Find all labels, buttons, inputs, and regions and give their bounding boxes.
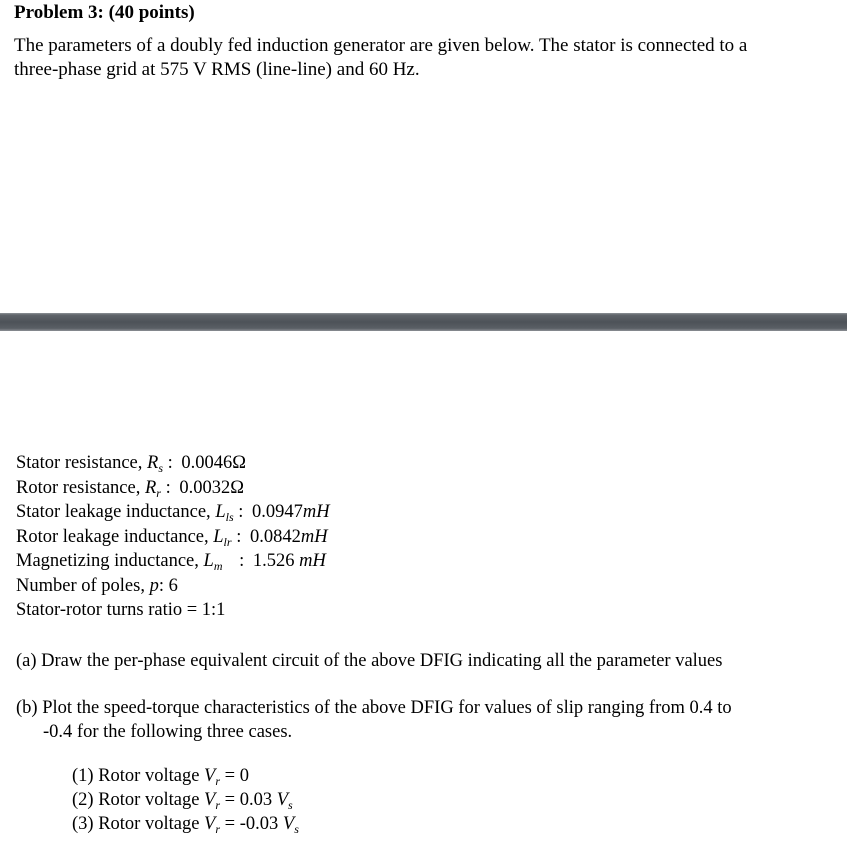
case-3: (3) Rotor voltage $V_r = -0.03$ $V_s$ — [72, 814, 299, 836]
param-stator-resistance: Stator resistance, $R_s$ : 0.0046Ω — [16, 453, 246, 475]
problem-title: Problem 3: (40 points) — [14, 2, 195, 23]
question-a: (a) Draw the per-phase equivalent circuit of the above DFIG indicating all the parameter values — [16, 651, 723, 671]
problem-intro-line-2: three-phase grid at 575 V RMS (line-line) and 60 Hz. — [14, 59, 420, 80]
param-turns-ratio: Stator-rotor turns ratio = 1:1 — [16, 600, 226, 620]
case-2: (2) Rotor voltage $V_r = 0.03$ $V_s$ — [72, 790, 293, 812]
param-magnetizing-inductance: Magnetizing inductance, $L_m$ : 1.526 mH — [16, 551, 326, 573]
case-1: (1) Rotor voltage $V_r = 0$ — [72, 766, 249, 788]
problem-intro-line-1: The parameters of a doubly fed induction generator are given below. The stator is connected to a — [14, 35, 748, 56]
param-stator-leakage-inductance: Stator leakage inductance, $L_{ls}$ : 0.0947mH — [16, 502, 330, 524]
separator-band — [0, 313, 847, 331]
param-number-of-poles: Number of poles, p: 6 — [16, 576, 178, 596]
question-b-line-1: (b) Plot the speed-torque characteristics of the above DFIG for values of slip ranging from 0.4 to — [16, 698, 732, 718]
param-rotor-resistance: Rotor resistance, $R_r$ : 0.0032Ω — [16, 478, 244, 500]
question-b-line-2: -0.4 for the following three cases. — [43, 722, 293, 742]
param-rotor-leakage-inductance: Rotor leakage inductance, $L_{lr}$ : 0.0842mH — [16, 527, 328, 549]
